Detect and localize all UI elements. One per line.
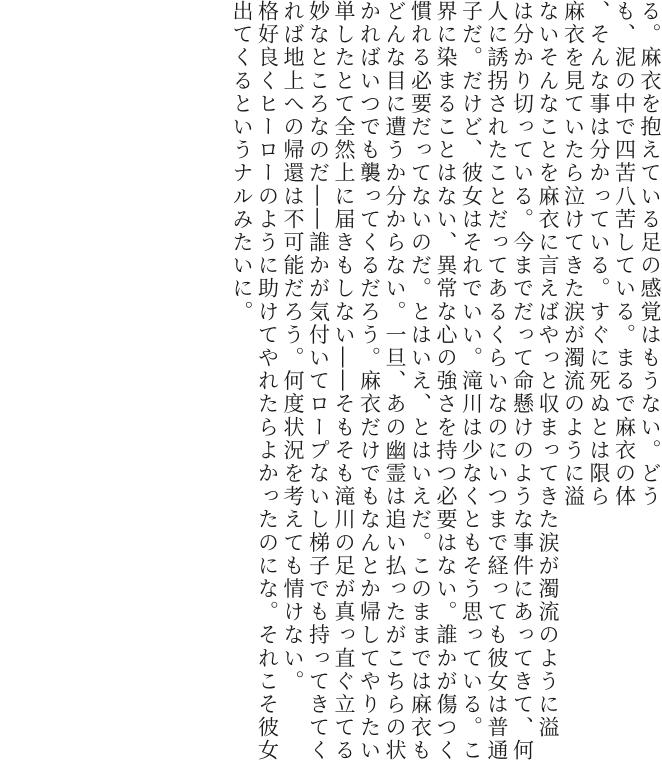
text-line: どんな目に遭うか分からない。一旦、あの幽霊は追い払ったがこちらの状 bbox=[382, 0, 408, 640]
text-line: 出てくるというナルみたいに。 bbox=[229, 0, 255, 640]
text-line: 麻衣を見ていたら泣けてきた涙が濁流のように溢 bbox=[560, 0, 586, 640]
text-line: 格好良くヒーローのように助けてやれたらよかったのにな。それこそ彼女 bbox=[254, 0, 280, 640]
text-line: る。麻衣を抱えている足の感覚はもうない。どう bbox=[637, 0, 662, 640]
text-line: 妙なところなのだ――誰かが気付いてロープないし梯子でも持ってきてく bbox=[305, 0, 331, 640]
text-line: ないそんなことを麻衣に言えばやっと収まってきた涙が濁流のように溢 bbox=[535, 0, 561, 640]
vertical-text-body bbox=[229, 0, 662, 640]
text-line: 慣れる必要だってないのだ。とはいえ、とはいえだ。このままでは麻衣も bbox=[407, 0, 433, 640]
text-line: 単したとて全然上に届きもしない――そもそも滝川の足が真っ直ぐ立てる bbox=[331, 0, 357, 640]
text-line: も、泥の中で四苦八苦している。まるで麻衣の体 bbox=[611, 0, 637, 640]
text-line: 、そんな事は分かっている。すぐに死ぬとは限ら bbox=[586, 0, 612, 640]
text-line: かればいつでも襲ってくるだろう。麻衣だけでもなんとか帰してやりたい bbox=[356, 0, 382, 640]
text-line: れば地上への帰還は不可能だろう。何度状況を考えても情けない。 bbox=[280, 0, 306, 640]
text-line: 人に誘拐されたことだってあるくらいなのにいつまで経っても彼女は普通 bbox=[484, 0, 510, 640]
text-line: 子だ。だけど、彼女はそれでいい。滝川は少なくともそう思っている。こ bbox=[458, 0, 484, 640]
text-line: は分かり切っている。今までだって命懸けのような事件にあってきて、何 bbox=[509, 0, 535, 640]
text-line: 界に染まることはない、異常な心の強さを持つ必要はない。誰かが傷つく bbox=[433, 0, 459, 640]
